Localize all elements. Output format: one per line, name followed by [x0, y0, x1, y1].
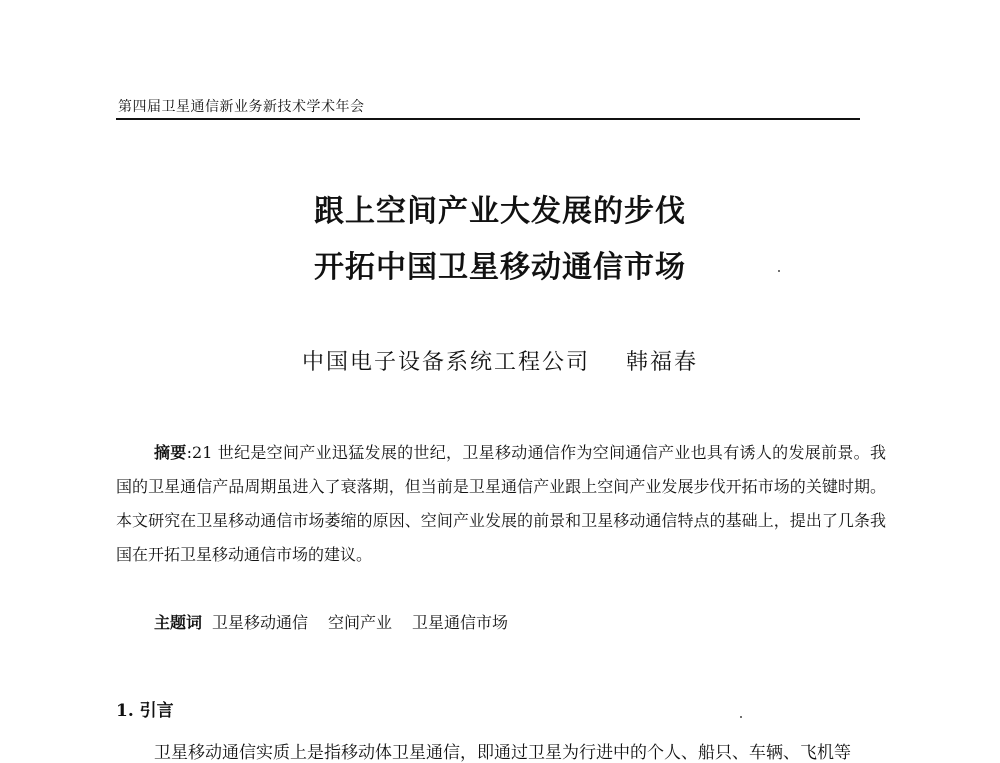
author-name: 韩福春 [626, 350, 699, 375]
header-rule [116, 118, 860, 120]
author-line [0, 345, 1000, 376]
keywords-line [154, 610, 528, 633]
keyword-item: 空间产业 [328, 613, 393, 632]
running-header: 第四届卫星通信新业务新技术学术年会 [118, 99, 365, 115]
author-affiliation: 中国电子设备系统工程公司 [301, 350, 590, 375]
keyword-item: 卫星通信市场 [412, 613, 509, 632]
paper-title-line-1: 跟上空间产业大发展的步伐 [314, 194, 686, 229]
paper-title-line-2: 开拓中国卫星移动通信市场 [314, 250, 686, 285]
keywords-label: 主题词 [154, 613, 203, 632]
abstract-paragraph [116, 436, 886, 572]
scan-speck [740, 716, 742, 718]
section-heading-introduction: 1. 引言 [116, 701, 174, 721]
body-paragraph: 卫星移动通信实质上是指移动体卫星通信，即通过卫星为行进中的个人、船只、车辆、飞机等 [154, 743, 851, 763]
scan-speck [778, 270, 780, 272]
abstract-label: 摘要 [154, 443, 187, 462]
keyword-item: 卫星移动通信 [212, 613, 309, 632]
abstract-text: :21 世纪是空间产业迅猛发展的世纪，卫星移动通信作为空间通信产业也具有诱人的发展前景。我国的卫星通信产品周期虽进入了衰落期，但当前是卫星通信产业跟上空间产业发展步伐开拓市场的关键时期。本文研究在卫星移动通信市场萎缩的原因、空间产业发展的前景和卫星移动通信特点的基础上，提出了几条我国在开拓卫星移动通信市场的建议。 [116, 443, 886, 564]
